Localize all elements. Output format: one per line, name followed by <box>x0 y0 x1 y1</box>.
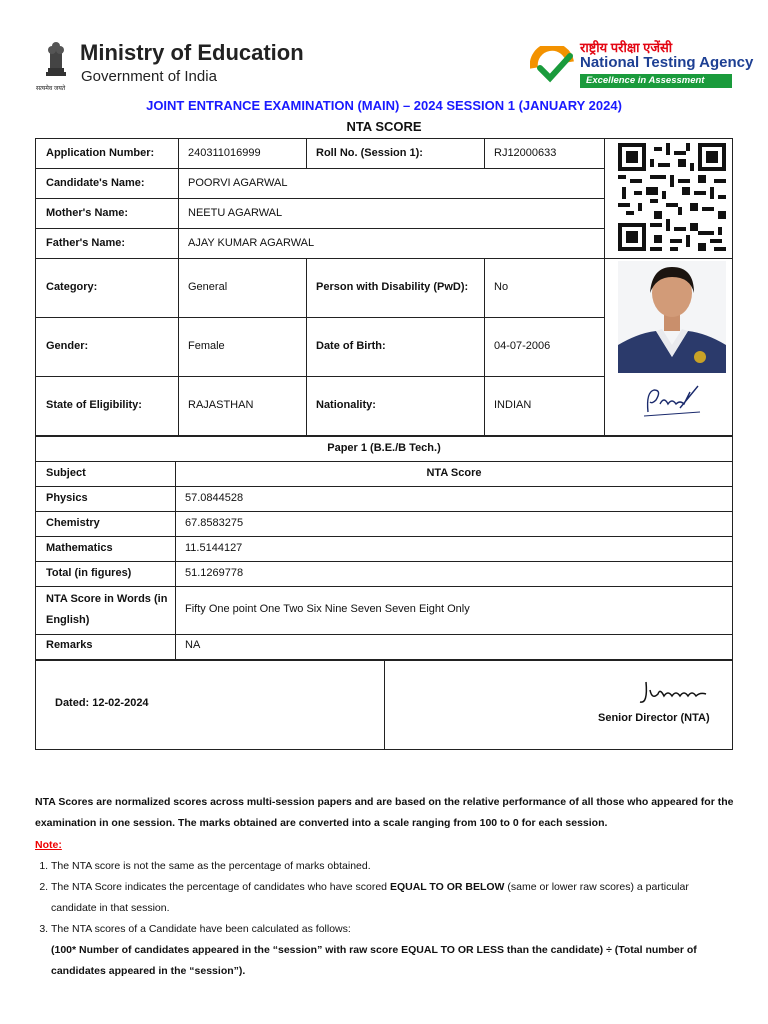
score-title: NTA SCORE <box>346 119 422 134</box>
remarks-label: Remarks <box>46 639 93 651</box>
pwd-value: No <box>494 281 509 293</box>
score-words-value: Fifty One point One Two Six Nine Seven Seven Eight Only <box>185 603 470 615</box>
pwd-label: Person with Disability (PwD): <box>316 281 469 293</box>
qr-code <box>618 143 726 251</box>
note-item-3: 3. The NTA scores of a Candidate have been calculated as follows: (100* Number of candidates appeared in the “session” with raw score EQUAL TO OR LESS than the candidate) ÷ (Total number of candidates appeared in the “session”). <box>51 919 735 982</box>
director-signature <box>636 676 716 710</box>
application-number-value: 240311016999 <box>188 147 261 159</box>
nationality-label: Nationality: <box>316 399 376 411</box>
subject-header: Subject <box>46 467 86 479</box>
score-row-chemistry-score: 67.8583275 <box>185 517 244 529</box>
candidate-photo <box>618 261 726 373</box>
score-row-chemistry-subject: Chemistry <box>46 517 100 529</box>
roll-no-value: RJ12000633 <box>494 147 557 159</box>
dob-value: 04-07-2006 <box>494 340 551 352</box>
gender-label: Gender: <box>46 340 89 352</box>
nta-logo <box>528 38 754 90</box>
score-row-total-subject: Total (in figures) <box>46 567 132 579</box>
note-item-2: 2. The NTA Score indicates the percentage of candidates who have scored EQUAL TO OR BELOW (same or lower raw scores) a particular candidate in that session. <box>51 877 735 919</box>
score-row-physics-score: 57.0844528 <box>185 492 244 504</box>
application-number-label: Application Number: <box>46 147 155 159</box>
candidate-name-label: Candidate's Name: <box>46 177 145 189</box>
nta-tagline: Excellence in Assessment <box>586 75 705 86</box>
emblem-caption: सत्यमेव जयते <box>36 86 66 92</box>
dob-label: Date of Birth: <box>316 340 386 352</box>
nta-check-icon <box>530 46 574 86</box>
notes-intro: NTA Scores are normalized scores across multi-session papers and are based on the relative performance of all those who appeared for the examination in one session. The marks obtained are converted into a scale ranging from 100 to 0 for each session. <box>35 796 734 829</box>
ministry-logo <box>36 36 304 96</box>
ministry-subtitle: Government of India <box>81 68 217 85</box>
note-label: Note: <box>35 839 62 851</box>
nta-english-name: National Testing Agency <box>580 54 754 71</box>
nta-hindi-name: राष्ट्रीय परीक्षा एजेंसी <box>580 40 673 55</box>
father-name-label: Father's Name: <box>46 237 126 249</box>
notes-list <box>35 856 735 982</box>
mother-name-value: NEETU AGARWAL <box>188 207 283 219</box>
score-row-mathematics-score: 11.5144127 <box>185 542 243 554</box>
remarks-value: NA <box>185 639 201 651</box>
score-row-total-score: 51.1269778 <box>185 567 244 579</box>
director-title: Senior Director (NTA) <box>598 712 710 724</box>
nationality-value: INDIAN <box>494 399 532 411</box>
exam-title: JOINT ENTRANCE EXAMINATION (MAIN) – 2024 SESSION 1 (JANUARY 2024) <box>146 98 622 113</box>
paper-title: Paper 1 (B.E./B Tech.) <box>327 442 441 454</box>
mother-name-label: Mother's Name: <box>46 207 129 219</box>
national-emblem-icon <box>40 38 72 84</box>
nta-score-header: NTA Score <box>426 467 482 479</box>
gender-value: Female <box>188 340 225 352</box>
category-label: Category: <box>46 281 98 293</box>
note-item-1: 1. The NTA score is not the same as the percentage of marks obtained. <box>51 856 735 877</box>
dated-text: Dated: 12-02-2024 <box>55 697 149 709</box>
score-row-mathematics-subject: Mathematics <box>46 542 113 554</box>
score-row-physics-subject: Physics <box>46 492 88 504</box>
score-words-label: NTA Score in Words (in English) <box>46 593 168 626</box>
ministry-title: Ministry of Education <box>80 40 304 65</box>
category-value: General <box>188 281 228 293</box>
father-name-value: AJAY KUMAR AGARWAL <box>188 237 315 249</box>
candidate-signature <box>640 382 706 422</box>
candidate-name-value: POORVI AGARWAL <box>188 177 288 189</box>
state-value: RAJASTHAN <box>188 399 254 411</box>
state-label: State of Eligibility: <box>46 399 142 411</box>
roll-no-label: Roll No. (Session 1): <box>316 147 423 159</box>
